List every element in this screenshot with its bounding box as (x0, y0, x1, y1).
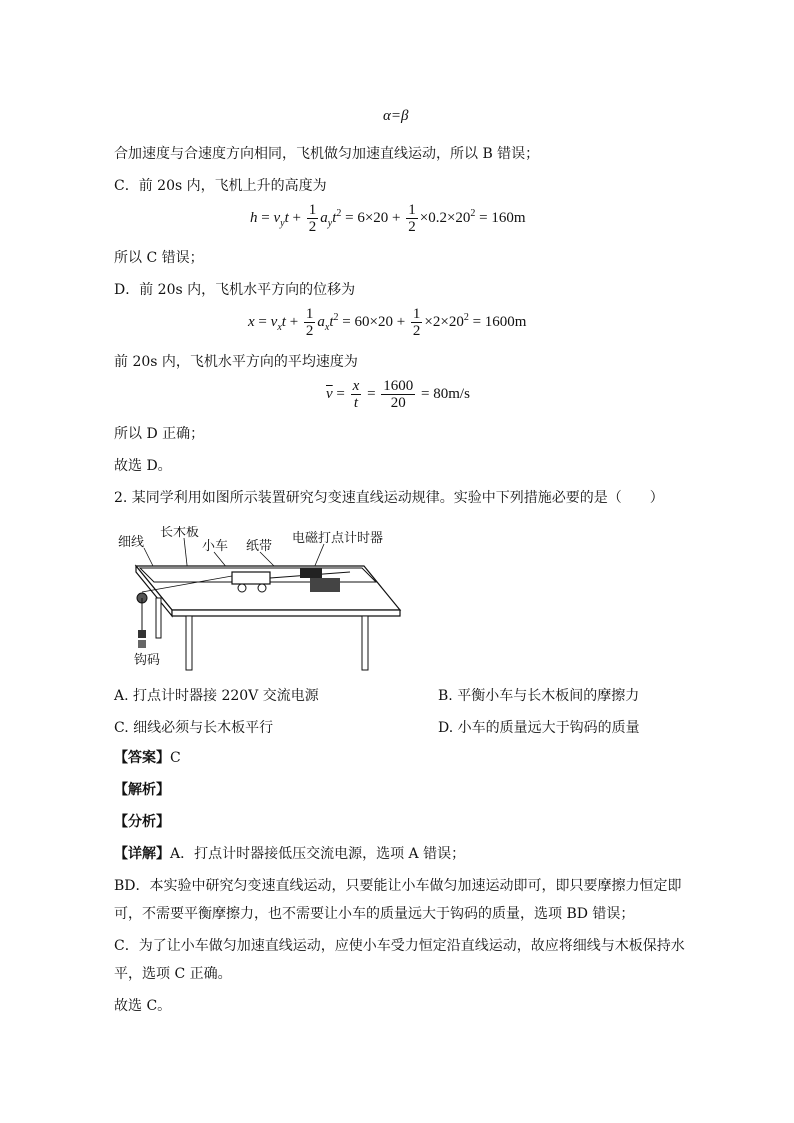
equation-height: $h = v_yt$ + $\frac{1}{2}$ $a_yt^2 = 6\times 20$ + $\frac{1}{2}$ $\times 0.2\times 20^2 = 160m$ (250, 202, 526, 235)
text-line: 合加速度与合速度方向相同，飞机做匀加速直线运动，所以 B 错误； (114, 146, 540, 162)
text-line: C．为了让小车做匀加速直线运动，应使小车受力恒定沿直线运动，故应将细线与木板保持水 (114, 938, 685, 954)
text-line: 前 20s 内，飞机水平方向的平均速度为 (114, 354, 358, 370)
label-zhidai: 纸带 (246, 539, 273, 554)
option-d: D. 小车的质量远大于钩码的质量 (438, 720, 640, 736)
answer-tag: 【答案】 (114, 750, 170, 766)
option-b: B. 平衡小车与长木板间的摩擦力 (438, 688, 640, 704)
text-line: 可，不需要平衡摩擦力，也不需要让小车的质量远大于钩码的质量，选项 BD 错误； (114, 906, 635, 922)
experiment-figure (114, 526, 414, 672)
detail-tag: 【详解】 (114, 846, 170, 862)
equation-average-velocity: $\overline{v}$ = $\frac{x}{t}$ = $\frac{1600}{20}$ = 80m/s (326, 378, 470, 411)
detail-line: 【详解】A．打点计时器接低压交流电源，选项 A 错误； (114, 846, 466, 862)
question-2: 2. 某同学利用如图所示装置研究匀变速直线运动规律。实验中下列措施必要的是（ ） (114, 490, 664, 506)
label-changmuban: 长木板 (160, 526, 200, 540)
text-line: D．前 20s 内，飞机水平方向的位移为 (114, 282, 356, 298)
analysis-tag: 【解析】 (114, 782, 170, 798)
equation-alpha-beta: α=β (383, 108, 409, 124)
answer-line (114, 748, 181, 768)
text-line: 故选 C。 (114, 998, 172, 1014)
text-line: 所以 C 错误； (114, 250, 204, 266)
fenxi-tag: 【分析】 (114, 814, 170, 830)
label-timer: 电磁打点计时器 (292, 531, 384, 546)
option-a: A. 打点计时器接 220V 交流电源 (114, 688, 319, 704)
label-xixian: 细线 (118, 535, 145, 550)
text-line: C．前 20s 内，飞机上升的高度为 (114, 178, 327, 194)
label-xiaoche: 小车 (202, 539, 229, 554)
text-line: 平，选项 C 正确。 (114, 966, 232, 982)
text-line: 故选 D。 (114, 458, 172, 474)
label-gouma: 钩码 (134, 653, 161, 668)
answer-value: C (170, 750, 181, 766)
text-line: BD．本实验中研究匀变速直线运动，只要能让小车做匀加速运动即可，即只要摩擦力恒定即 (114, 878, 682, 894)
text-line: 所以 D 正确； (114, 426, 205, 442)
equation-displacement: $x = v_xt$ + $\frac{1}{2}$ $a_xt^2 = 60\times 20$ + $\frac{1}{2}$ $\times 2\times 20^2 = 1600m$ (248, 306, 527, 339)
option-c: C. 细线必须与长木板平行 (114, 720, 274, 736)
